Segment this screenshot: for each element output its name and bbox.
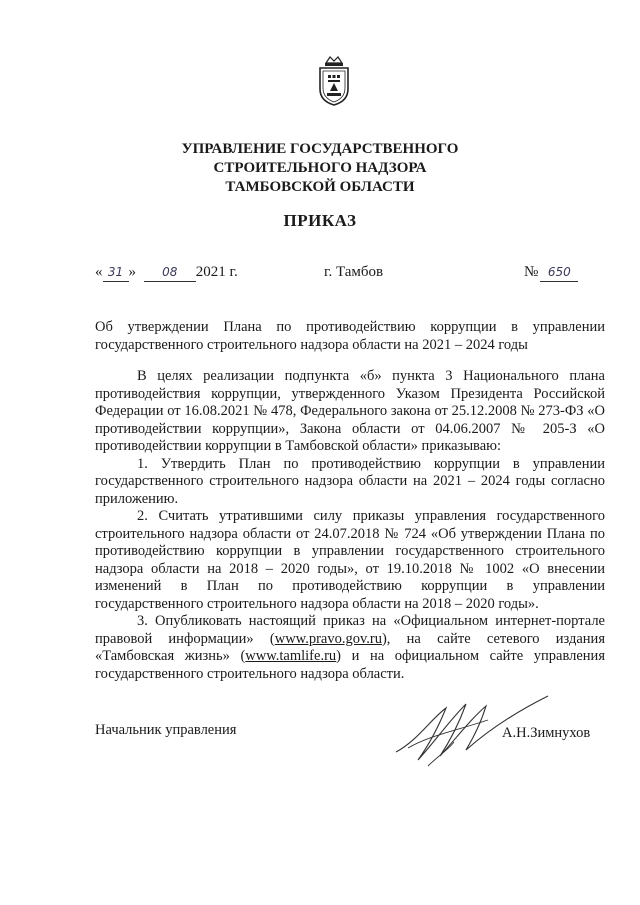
date-year: 2021 г. (195, 264, 238, 280)
document-date (95, 263, 238, 282)
document-body (95, 368, 605, 683)
number-value: 650 (540, 263, 578, 282)
signer-name: А.Н.Зимнухов (502, 725, 591, 741)
document-type: ПРИКАЗ (283, 211, 357, 230)
document-title: Об утверждении Плана по противодействию коррупции в управлении государственного строительного надзора области на 2021 – 2024 годы (95, 319, 605, 353)
date-month: 08 (144, 263, 196, 282)
date-day: 31 (103, 263, 129, 282)
organization-header (0, 140, 640, 197)
header-line-1: УПРАВЛЕНИЕ ГОСУДАРСТВЕННОГО (181, 141, 459, 157)
date-quote-open: « (95, 264, 103, 280)
pravo-link[interactable]: www.pravo.gov.ru (274, 630, 382, 647)
tamlife-link[interactable]: www.tamlife.ru (245, 648, 337, 664)
item-2: 2. Считать утратившими силу приказы управления государственного строительного надзора области от 24.07.2018 № 724 «Об утверждении Плана по противодействию коррупции в управлении государственного строительного надзора области на 2018 – 2020 годы», от 19.10.2018 № 1002 «О внесении изменений в План по противодействию коррупции в управлении государственного строительного надзора области на 2018 – 2020 годы». (95, 508, 605, 612)
item-3 (95, 613, 605, 683)
header-line-3: ТАМБОВСКОЙ ОБЛАСТИ (225, 179, 415, 195)
intro-paragraph: В целях реализации подпункта «б» пункта 3 Национального плана противодействия коррупции, утвержденного Указом Президента Российской Федерации от 16.08.2021 № 478, Федерального закона от 25.12.2008 № 273-ФЗ «О противодействии коррупции», Закона области от 04.06.2007 № 205-З «О противодействии коррупции в Тамбовской области» приказываю: (95, 368, 605, 454)
item-3-text-b: ), на сайте сетевого издания «Тамбовская жизнь» ( (95, 630, 605, 664)
document-city: г. Тамбов (324, 264, 384, 280)
item-1: 1. Утвердить План по противодействию коррупции в управлении государственного строительного надзора области на 2021 – 2024 годы согласно приложению. (95, 455, 605, 507)
date-quote-close: » (128, 264, 136, 280)
number-label: № (524, 264, 539, 280)
document-number (524, 263, 578, 282)
coat-of-arms-icon (316, 55, 352, 107)
header-line-2: СТРОИТЕЛЬНОГО НАДЗОРА (213, 160, 427, 176)
signer-position: Начальник управления (95, 722, 237, 738)
item-3-text-c: ) и на официальном сайте управления государственного строительного надзора области. (95, 648, 605, 682)
item-3-text-a: 3. Опубликовать настоящий приказ на «Официальном интернет-портале правовой информации» ( (95, 613, 605, 647)
